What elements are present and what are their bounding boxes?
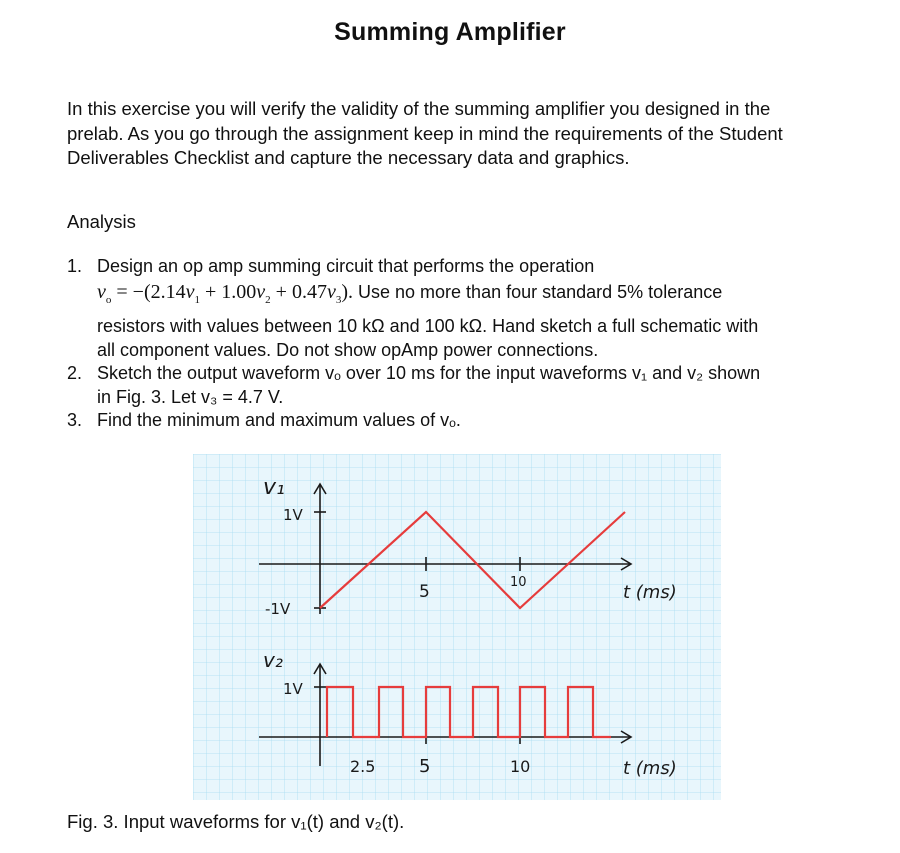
- v2-time-label: t (ms): [623, 758, 677, 779]
- v1-axis-label: v₁: [263, 475, 285, 500]
- v2-tick-label-2-5: 2.5: [350, 757, 376, 776]
- eq-sub2: 2: [265, 294, 271, 306]
- eq-var1: v: [185, 281, 195, 303]
- input-waveforms-figure: [193, 454, 721, 800]
- item-number: 1.: [67, 256, 83, 276]
- intro-line: prelab. As you go through the assignment keep in mind the requirements of the Student: [67, 122, 783, 144]
- intro-paragraph: [67, 97, 857, 171]
- intro-line: Deliverables Checklist and capture the necessary data and graphics.: [67, 147, 630, 168]
- item-text: resistors with values between 10 kΩ and 100 kΩ. Hand sketch a full schematic with: [97, 316, 759, 336]
- v1-tick-label-5: 5: [419, 582, 430, 602]
- eq-c3: 0.47: [291, 281, 327, 303]
- equation: $v_o = -(2.14v_1 + 1.00v_2 + 0.47v_3)$. Use no more than four standard 5% tolerance: [97, 281, 723, 306]
- item-number: 3.: [67, 410, 83, 430]
- v2-axis-label: v₂: [263, 648, 283, 672]
- eq-var3: v: [326, 281, 336, 303]
- v2-tick-label-10: 10: [510, 757, 531, 776]
- figure-caption: Fig. 3. Input waveforms for v₁(t) and v₂(t).: [67, 811, 405, 832]
- v1-tick-label-10: 10: [510, 575, 527, 590]
- v2-top-label: 1V: [283, 680, 303, 698]
- v2-tick-label-5: 5: [419, 756, 431, 777]
- v1-bottom-label: -1V: [265, 600, 291, 618]
- grid: [193, 454, 721, 800]
- eq-lhs: v: [97, 281, 106, 303]
- intro-line: In this exercise you will verify the validity of the summing amplifier you designed in the: [67, 98, 771, 119]
- eq-tail: Use no more than four standard 5% tolerance: [358, 282, 723, 302]
- eq-sub1: 1: [194, 294, 200, 306]
- eq-lhs-sub: o: [105, 294, 112, 306]
- item-text: Design an op amp summing circuit that performs the operation: [97, 256, 595, 276]
- v1-time-label: t (ms): [623, 582, 677, 603]
- item-text: Find the minimum and maximum values of vₒ.: [97, 410, 461, 430]
- analysis-heading: Analysis: [67, 211, 136, 232]
- item-number: 2.: [67, 363, 83, 383]
- v1-top-label: 1V: [283, 506, 303, 524]
- item-text: in Fig. 3. Let v₃ = 4.7 V.: [97, 386, 284, 407]
- page-title: Summing Amplifier: [334, 18, 566, 46]
- item-text: all component values. Do not show opAmp power connections.: [97, 339, 599, 360]
- eq-sub3: 3: [335, 294, 342, 306]
- item-text: Sketch the output waveform vₒ over 10 ms for the input waveforms v₁ and v₂ shown: [97, 363, 761, 383]
- eq-var2: v: [256, 281, 266, 303]
- eq-c1: 2.14: [150, 281, 186, 303]
- eq-c2: 1.00: [221, 281, 257, 303]
